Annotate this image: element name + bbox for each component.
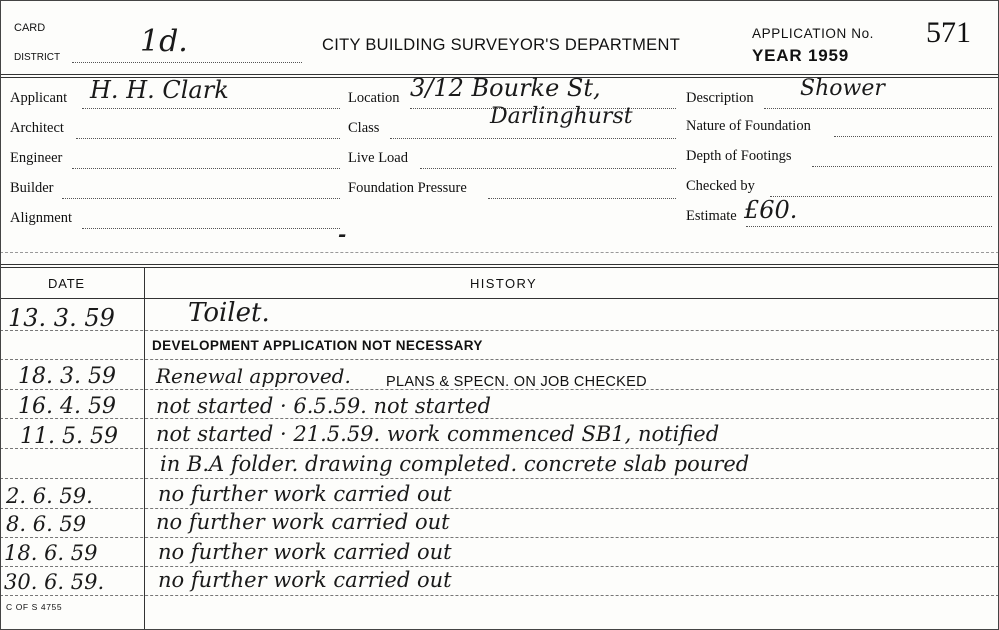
history-date: 30. 6. 59. <box>4 570 105 594</box>
history-date: 18. 6. 59 <box>4 541 98 565</box>
alignment-label: Alignment <box>10 210 73 226</box>
year-label: YEAR 1959 <box>752 46 849 65</box>
description-label: Description <box>686 90 754 106</box>
history-stamp: DEVELOPMENT APPLICATION NOT NECESSARY <box>152 338 483 353</box>
history-entry: Renewal approved. <box>156 364 351 388</box>
history-date: 2. 6. 59. <box>6 484 93 508</box>
class-label: Class <box>348 120 380 136</box>
builder-label: Builder <box>10 180 54 196</box>
date-column-header: DATE <box>48 276 85 291</box>
engineer-label: Engineer <box>10 150 63 166</box>
estimate-label: Estimate <box>686 208 737 224</box>
architect-label: Architect <box>10 120 64 136</box>
live-load-label: Live Load <box>348 150 408 166</box>
application-number: 571 <box>926 16 971 49</box>
card-label: CARD <box>14 22 46 34</box>
ink-mark: - <box>338 222 347 246</box>
history-entry: no further work carried out <box>158 568 452 592</box>
history-entry: not started · 21.5.59. work commenced SB1, notified <box>156 422 720 446</box>
history-stamp: PLANS & SPECN. ON JOB CHECKED <box>386 374 647 390</box>
district-value: 1d. <box>140 24 188 59</box>
history-date: 13. 3. 59 <box>8 304 115 332</box>
depth-of-footings-label: Depth of Footings <box>686 148 792 164</box>
nature-of-foundation-label: Nature of Foundation <box>686 118 811 134</box>
department-title: CITY BUILDING SURVEYOR'S DEPARTMENT <box>322 36 681 54</box>
checked-by-label: Checked by <box>686 178 755 194</box>
history-entry: in B.A folder. drawing completed. concrete slab poured <box>160 452 750 476</box>
location-value: 3/12 Bourke St, <box>410 74 601 102</box>
applicant-label: Applicant <box>10 90 68 106</box>
history-entry: no further work carried out <box>158 540 452 564</box>
form-code: C OF S 4755 <box>6 602 63 612</box>
history-column-header: HISTORY <box>470 276 538 291</box>
history-entry: Toilet. <box>188 298 270 328</box>
history-entry: not started · 6.5.59. not started <box>156 394 491 418</box>
applicant-value: H. H. Clark <box>90 76 229 104</box>
history-entry: no further work carried out <box>158 482 452 506</box>
application-label: APPLICATION No. <box>752 26 875 41</box>
estimate-value: £60. <box>744 196 798 224</box>
history-date: 11. 5. 59 <box>20 424 118 449</box>
history-date: 8. 6. 59 <box>6 512 87 536</box>
foundation-pressure-label: Foundation Pressure <box>348 180 467 196</box>
class-value: Darlinghurst <box>490 104 633 129</box>
district-label: DISTRICT <box>14 52 61 63</box>
history-entry: no further work carried out <box>156 510 450 534</box>
history-date: 18. 3. 59 <box>18 364 116 389</box>
location-label: Location <box>348 90 400 106</box>
history-date: 16. 4. 59 <box>18 394 116 419</box>
description-value: Shower <box>800 76 885 101</box>
